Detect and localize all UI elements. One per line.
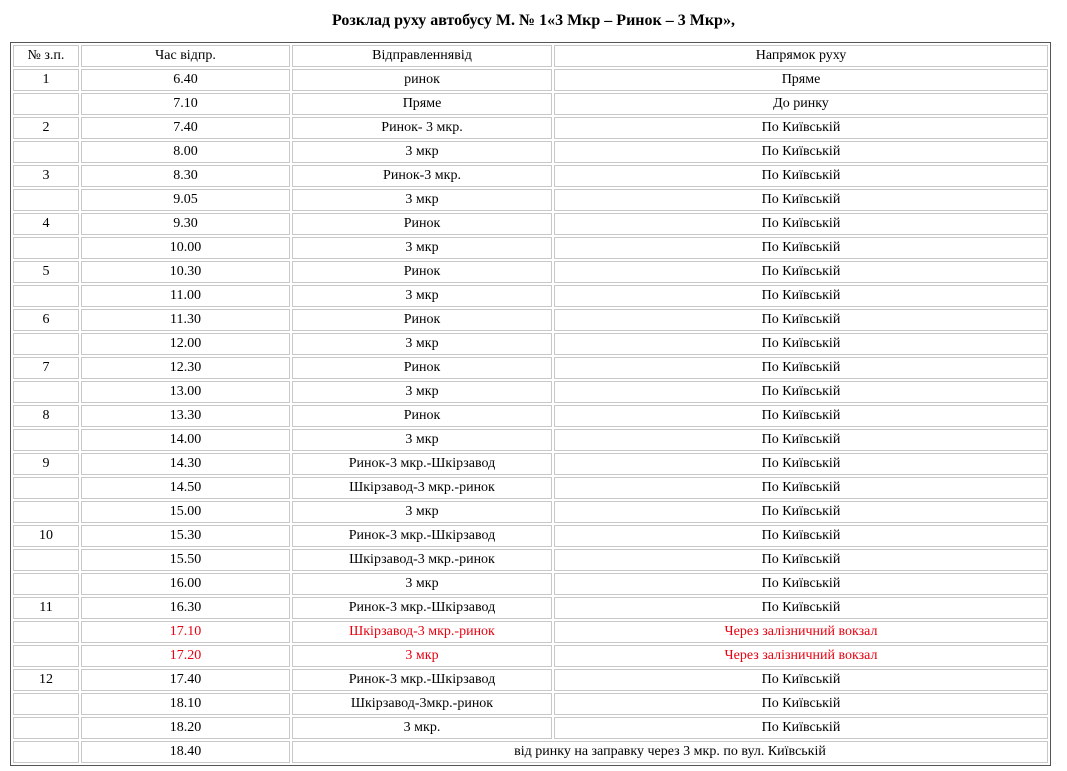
cell-from: Ринок-3 мкр.-Шкірзавод xyxy=(292,525,552,547)
cell-time: 10.00 xyxy=(81,237,290,259)
cell-from: Ринок-3 мкр.-Шкірзавод xyxy=(292,453,552,475)
table-row xyxy=(13,477,1048,499)
table-row xyxy=(13,357,1048,379)
cell-num xyxy=(13,333,79,355)
table-row xyxy=(13,669,1048,691)
cell-time: 11.30 xyxy=(81,309,290,331)
cell-from: 3 мкр xyxy=(292,501,552,523)
cell-note: від ринку на заправку через 3 мкр. по вул. Київській xyxy=(292,741,1048,763)
cell-from: 3 мкр xyxy=(292,189,552,211)
cell-time: 18.40 xyxy=(81,741,290,763)
cell-from: Шкірзавод-3 мкр.-ринок xyxy=(292,477,552,499)
cell-from: 3 мкр. xyxy=(292,717,552,739)
cell-num xyxy=(13,141,79,163)
cell-from: Ринок xyxy=(292,213,552,235)
cell-time: 15.00 xyxy=(81,501,290,523)
header-time: Час відпр. xyxy=(81,45,290,67)
table-row xyxy=(13,69,1048,91)
cell-time: 8.30 xyxy=(81,165,290,187)
cell-num xyxy=(13,741,79,763)
cell-direction: По Київській xyxy=(554,117,1048,139)
cell-time: 8.00 xyxy=(81,141,290,163)
table-row xyxy=(13,549,1048,571)
cell-from: Шкірзавод-3мкр.-ринок xyxy=(292,693,552,715)
cell-time: 7.40 xyxy=(81,117,290,139)
cell-direction: По Київській xyxy=(554,717,1048,739)
cell-num xyxy=(13,237,79,259)
cell-num xyxy=(13,501,79,523)
cell-direction: По Київській xyxy=(554,333,1048,355)
cell-num: 5 xyxy=(13,261,79,283)
cell-from: Шкірзавод-3 мкр.-ринок xyxy=(292,549,552,571)
cell-direction: Пряме xyxy=(554,69,1048,91)
cell-time: 12.30 xyxy=(81,357,290,379)
cell-time: 17.40 xyxy=(81,669,290,691)
table-row xyxy=(13,645,1048,667)
cell-from: Ринок xyxy=(292,309,552,331)
cell-num: 6 xyxy=(13,309,79,331)
cell-num xyxy=(13,381,79,403)
cell-direction: По Київській xyxy=(554,189,1048,211)
cell-num: 11 xyxy=(13,597,79,619)
cell-direction: По Київській xyxy=(554,165,1048,187)
cell-from: Ринок-3 мкр.-Шкірзавод xyxy=(292,669,552,691)
cell-num xyxy=(13,549,79,571)
cell-from: 3 мкр xyxy=(292,381,552,403)
cell-time: 16.30 xyxy=(81,597,290,619)
cell-num xyxy=(13,429,79,451)
cell-direction: По Київській xyxy=(554,213,1048,235)
cell-time: 17.10 xyxy=(81,621,290,643)
cell-time: 14.50 xyxy=(81,477,290,499)
cell-direction: По Київській xyxy=(554,453,1048,475)
table-row xyxy=(13,237,1048,259)
cell-from: Ринок xyxy=(292,405,552,427)
cell-direction: Через залізничний вокзал xyxy=(554,645,1048,667)
cell-time: 9.05 xyxy=(81,189,290,211)
cell-direction: По Київській xyxy=(554,405,1048,427)
cell-time: 11.00 xyxy=(81,285,290,307)
cell-direction: По Київській xyxy=(554,525,1048,547)
cell-num: 8 xyxy=(13,405,79,427)
cell-time: 13.30 xyxy=(81,405,290,427)
table-row xyxy=(13,261,1048,283)
cell-num xyxy=(13,477,79,499)
table-row xyxy=(13,189,1048,211)
cell-from: 3 мкр xyxy=(292,429,552,451)
cell-direction: По Київській xyxy=(554,669,1048,691)
cell-time: 17.20 xyxy=(81,645,290,667)
cell-time: 13.00 xyxy=(81,381,290,403)
cell-direction: По Київській xyxy=(554,501,1048,523)
cell-direction: По Київській xyxy=(554,693,1048,715)
table-row xyxy=(13,501,1048,523)
cell-num xyxy=(13,645,79,667)
table-row xyxy=(13,741,1048,763)
cell-time: 18.10 xyxy=(81,693,290,715)
table-row xyxy=(13,165,1048,187)
cell-direction: По Київській xyxy=(554,309,1048,331)
cell-num: 12 xyxy=(13,669,79,691)
cell-direction: По Київській xyxy=(554,285,1048,307)
cell-from: Ринок-3 мкр. xyxy=(292,165,552,187)
cell-num xyxy=(13,189,79,211)
table-row xyxy=(13,621,1048,643)
cell-time: 12.00 xyxy=(81,333,290,355)
cell-from: 3 мкр xyxy=(292,237,552,259)
cell-num: 10 xyxy=(13,525,79,547)
table-row xyxy=(13,213,1048,235)
cell-direction: По Київській xyxy=(554,477,1048,499)
cell-time: 6.40 xyxy=(81,69,290,91)
table-row xyxy=(13,525,1048,547)
cell-from: ринок xyxy=(292,69,552,91)
cell-time: 15.30 xyxy=(81,525,290,547)
cell-num: 7 xyxy=(13,357,79,379)
cell-time: 9.30 xyxy=(81,213,290,235)
schedule-body xyxy=(13,69,1048,763)
cell-time: 14.30 xyxy=(81,453,290,475)
cell-direction: До ринку xyxy=(554,93,1048,115)
cell-num: 2 xyxy=(13,117,79,139)
schedule-title: Розклад руху автобусу М. № 1«3 Мкр – Ринок – 3 Мкр», xyxy=(332,12,735,29)
cell-direction: По Київській xyxy=(554,573,1048,595)
cell-num xyxy=(13,573,79,595)
cell-num: 4 xyxy=(13,213,79,235)
schedule-table xyxy=(10,42,1051,766)
header-num: № з.п. xyxy=(13,45,79,67)
cell-from: 3 мкр xyxy=(292,141,552,163)
table-row xyxy=(13,309,1048,331)
cell-direction: По Київській xyxy=(554,549,1048,571)
table-row xyxy=(13,285,1048,307)
table-row xyxy=(13,717,1048,739)
cell-num: 9 xyxy=(13,453,79,475)
cell-from: Ринок- 3 мкр. xyxy=(292,117,552,139)
cell-time: 18.20 xyxy=(81,717,290,739)
cell-from: Ринок xyxy=(292,357,552,379)
header-direction: Напрямок руху xyxy=(554,45,1048,67)
cell-num xyxy=(13,693,79,715)
cell-num xyxy=(13,717,79,739)
cell-direction: Через залізничний вокзал xyxy=(554,621,1048,643)
cell-direction: По Київській xyxy=(554,381,1048,403)
table-row xyxy=(13,405,1048,427)
table-row xyxy=(13,117,1048,139)
cell-from: 3 мкр xyxy=(292,645,552,667)
cell-direction: По Київській xyxy=(554,597,1048,619)
cell-time: 14.00 xyxy=(81,429,290,451)
cell-from: Шкірзавод-3 мкр.-ринок xyxy=(292,621,552,643)
table-row xyxy=(13,597,1048,619)
table-row xyxy=(13,573,1048,595)
cell-num xyxy=(13,285,79,307)
table-row xyxy=(13,333,1048,355)
cell-time: 15.50 xyxy=(81,549,290,571)
cell-from: 3 мкр xyxy=(292,573,552,595)
cell-direction: По Київській xyxy=(554,141,1048,163)
cell-from: 3 мкр xyxy=(292,333,552,355)
table-row xyxy=(13,141,1048,163)
cell-direction: По Київській xyxy=(554,357,1048,379)
cell-time: 10.30 xyxy=(81,261,290,283)
cell-num: 3 xyxy=(13,165,79,187)
cell-time: 16.00 xyxy=(81,573,290,595)
cell-num: 1 xyxy=(13,69,79,91)
cell-direction: По Київській xyxy=(554,261,1048,283)
cell-num xyxy=(13,93,79,115)
cell-num xyxy=(13,621,79,643)
table-row xyxy=(13,93,1048,115)
table-row xyxy=(13,453,1048,475)
table-row xyxy=(13,381,1048,403)
cell-direction: По Київській xyxy=(554,429,1048,451)
cell-direction: По Київській xyxy=(554,237,1048,259)
table-row xyxy=(13,693,1048,715)
header-from: Відправленнявід xyxy=(292,45,552,67)
cell-time: 7.10 xyxy=(81,93,290,115)
cell-from: Ринок xyxy=(292,261,552,283)
cell-from: Ринок-3 мкр.-Шкірзавод xyxy=(292,597,552,619)
table-header-row xyxy=(13,45,1048,67)
cell-from: 3 мкр xyxy=(292,285,552,307)
cell-from: Пряме xyxy=(292,93,552,115)
table-row xyxy=(13,429,1048,451)
